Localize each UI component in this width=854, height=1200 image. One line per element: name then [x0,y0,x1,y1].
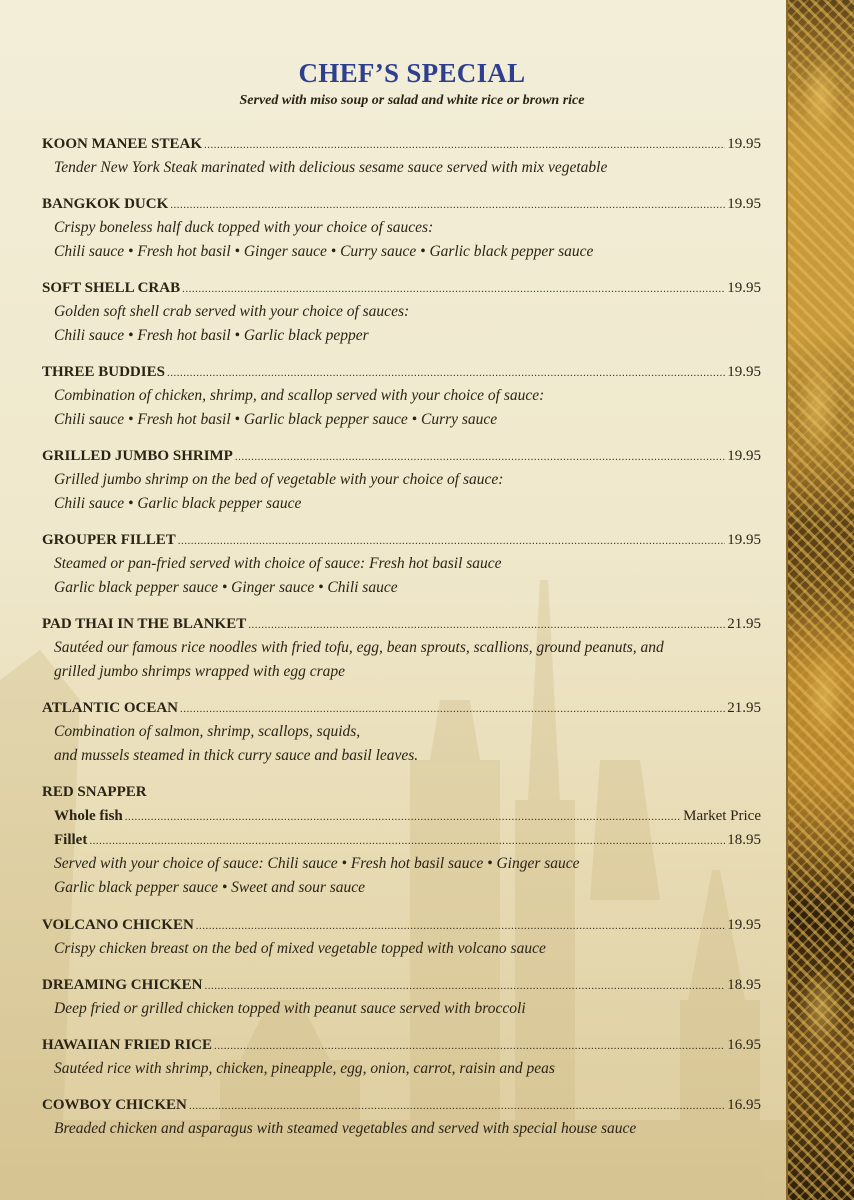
menu-item [42,360,761,432]
menu-item [42,612,761,684]
leader-dots [180,697,725,721]
item-description: Breaded chicken and asparagus with steamed vegetables and served with special house sauce [54,1120,637,1137]
decorative-thai-border [786,0,854,1200]
leader-dots [214,1034,725,1058]
item-description: Crispy boneless half duck topped with your choice of sauces: [54,219,434,236]
item-description: grilled jumbo shrimps wrapped with egg crape [54,663,346,680]
item-name: HAWAIIAN FRIED RICE [42,1037,213,1053]
item-description: Combination of chicken, shrimp, and scallop served with your choice of sauce: [54,387,545,404]
leader-dots [235,445,725,469]
leader-dots [204,133,725,157]
item-price: 19.95 [727,448,761,464]
leader-dots [125,805,681,829]
item-price: 19.95 [727,280,761,296]
item-description: Steamed or pan-fried served with choice of sauce: Fresh hot basil sauce [54,555,502,572]
item-name: SOFT SHELL CRAB [42,280,181,296]
item-description: Garlic black pepper sauce • Ginger sauce • Chili sauce [54,579,398,596]
page-subtitle: Served with miso soup or salad and white rice or brown rice [239,93,585,108]
item-name: ATLANTIC OCEAN [42,700,178,716]
item-price: 19.95 [727,917,761,933]
item-description: Chili sauce • Garlic black pepper sauce [54,495,302,512]
menu-item [42,192,761,264]
leader-dots [178,529,725,553]
item-description: Combination of salmon, shrimp, scallops, squids, [54,723,361,740]
item-price: 16.95 [727,1037,761,1053]
item-description: Golden soft shell crab served with your choice of sauces: [54,303,410,320]
leader-dots [89,829,725,853]
option-price: Market Price [683,808,761,824]
item-name: GRILLED JUMBO SHRIMP [42,448,233,464]
menu-item-red-snapper [42,780,761,900]
item-price: 16.95 [727,1097,761,1113]
item-price: 19.95 [727,532,761,548]
item-description: Chili sauce • Fresh hot basil • Garlic black pepper sauce • Curry sauce [54,411,498,428]
item-description: Chili sauce • Fresh hot basil • Garlic black pepper [54,327,369,344]
menu-item [42,528,761,600]
option-name: Fillet [54,832,88,848]
leader-dots [170,193,725,217]
page-title: CHEF’S SPECIAL [298,58,526,88]
item-name: THREE BUDDIES [42,364,165,380]
item-name: KOON MANEE STEAK [42,136,203,152]
leader-dots [196,914,725,938]
item-price: 21.95 [727,700,761,716]
item-name: GROUPER FILLET [42,532,176,548]
item-price: 18.95 [727,977,761,993]
item-price: 19.95 [727,136,761,152]
item-description: Garlic black pepper sauce • Sweet and sour sauce [54,879,366,896]
item-price: 19.95 [727,364,761,380]
item-description: Deep fried or grilled chicken topped with peanut sauce served with broccoli [54,1000,526,1017]
leader-dots [248,613,725,637]
item-name: VOLCANO CHICKEN [42,917,194,933]
leader-dots [167,361,725,385]
option-name: Whole fish [54,808,123,824]
item-description: Tender New York Steak marinated with delicious sesame sauce served with mix vegetable [54,159,608,176]
item-name: BANGKOK DUCK [42,196,169,212]
item-description: Grilled jumbo shrimp on the bed of vegetable with your choice of sauce: [54,471,504,488]
menu-item [42,444,761,516]
item-price: 21.95 [727,616,761,632]
menu-item [42,276,761,348]
item-name: DREAMING CHICKEN [42,977,203,993]
item-price: 19.95 [727,196,761,212]
menu-item [42,1093,761,1141]
item-name: PAD THAI IN THE BLANKET [42,616,247,632]
item-description: and mussels steamed in thick curry sauce and basil leaves. [54,747,419,764]
menu-item [42,973,761,1021]
leader-dots [189,1094,725,1118]
leader-dots [182,277,725,301]
menu-item [42,913,761,961]
item-name: COWBOY CHICKEN [42,1097,187,1113]
item-name: RED SNAPPER [42,784,147,800]
menu-item [42,132,761,180]
item-description: Crispy chicken breast on the bed of mixed vegetable topped with volcano sauce [54,940,546,957]
menu-item [42,1033,761,1081]
item-description: Served with your choice of sauce: Chili sauce • Fresh hot basil sauce • Ginger sauce [54,855,580,872]
item-description: Chili sauce • Fresh hot basil • Ginger sauce • Curry sauce • Garlic black pepper sauce [54,243,594,260]
menu-item [42,696,761,768]
item-description: Sautéed rice with shrimp, chicken, pineapple, egg, onion, carrot, raisin and peas [54,1060,555,1077]
leader-dots [204,974,725,998]
item-description: Sautéed our famous rice noodles with fried tofu, egg, bean sprouts, scallions, ground peanuts, and [54,639,664,656]
option-price: 18.95 [727,832,761,848]
